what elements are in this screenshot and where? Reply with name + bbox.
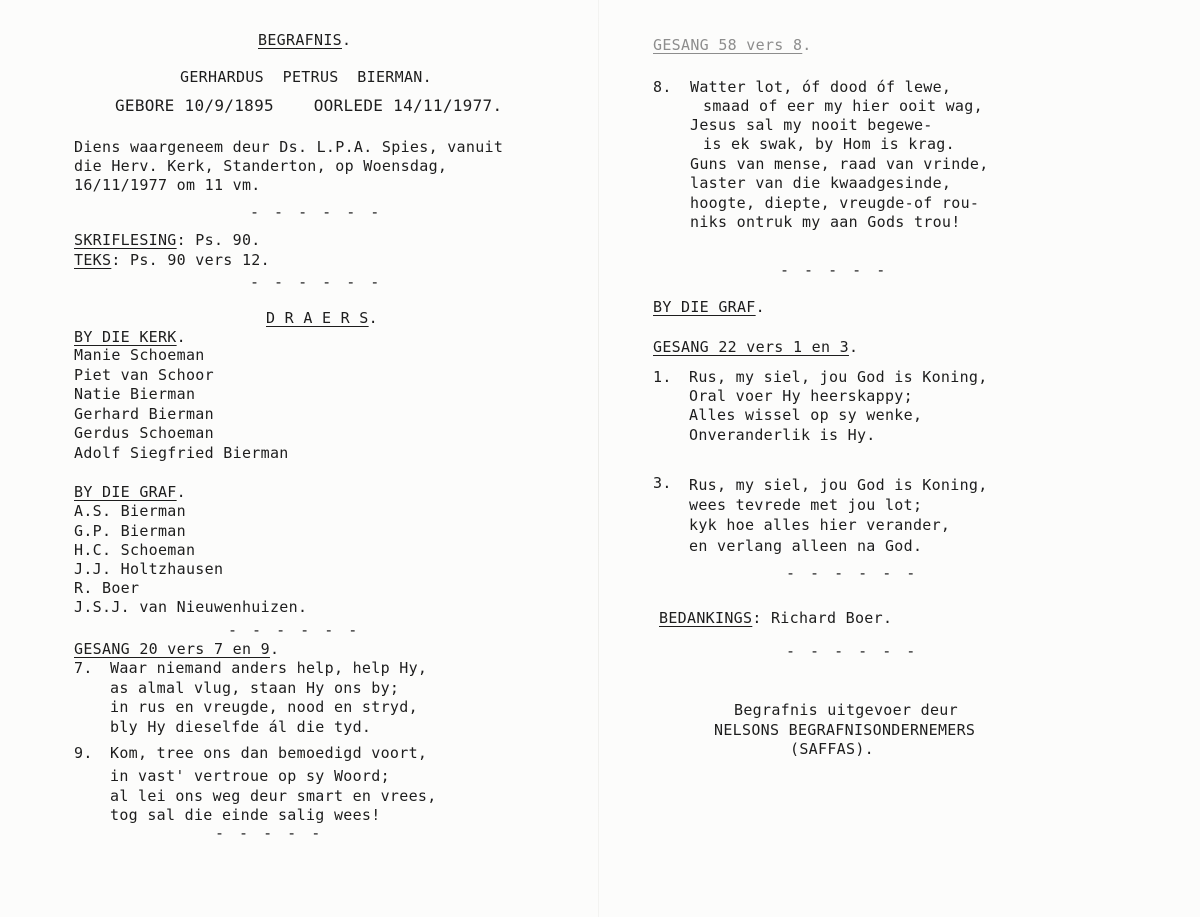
deceased-name: GERHARDUS PETRUS BIERMAN. <box>180 68 432 86</box>
verse-line: in vast' vertroue op sy Woord; <box>110 767 390 785</box>
skriflesing-label: SKRIFLESING <box>74 231 177 249</box>
closing-line: (SAFFAS). <box>790 740 874 758</box>
born-label: GEBORE <box>115 96 175 115</box>
bearer-name: R. Boer <box>74 579 140 597</box>
verse-line: en verlang alleen na God. <box>689 537 923 555</box>
teks <box>74 251 270 270</box>
bearer-name: Gerhard Bierman <box>74 405 214 423</box>
program-title: BEGRAFNIS. <box>258 31 352 49</box>
bedankings-value: : Richard Boer. <box>752 609 893 627</box>
bearer-name: Adolf Siegfried Bierman <box>74 444 289 462</box>
verse-line: Kom, tree ons dan bemoedigd voort, <box>110 744 428 762</box>
teks-value: : Ps. 90 vers 12. <box>111 251 270 269</box>
gesang58-heading: GESANG 58 vers 8. <box>653 36 812 54</box>
life-dates <box>115 96 502 115</box>
bearer-name: Natie Bierman <box>74 385 196 403</box>
died-date: 14/11/1977. <box>393 96 503 115</box>
closing-line: Begrafnis uitgevoer deur <box>734 701 958 719</box>
bedankings <box>659 609 892 628</box>
by-die-graf-heading: BY DIE GRAF. <box>653 298 765 316</box>
verse-line: Rus, my siel, jou God is Koning, <box>689 368 988 386</box>
separator: - - - - - <box>215 824 324 842</box>
bearer-name: Gerdus Schoeman <box>74 424 214 442</box>
verse-line: Waar niemand anders help, help Hy, <box>110 659 428 677</box>
page-fold <box>598 0 599 917</box>
verse-line: smaad of eer my hier ooit wag, <box>703 97 983 115</box>
verse-line: al lei ons weg deur smart en vrees, <box>110 787 437 805</box>
verse-number: 7. <box>74 659 93 677</box>
verse-line: tog sal die einde salig wees! <box>110 806 381 824</box>
gesang22-heading: GESANG 22 vers 1 en 3. <box>653 338 859 356</box>
separator: - - - - - - <box>250 203 383 221</box>
verse-line: kyk hoe alles hier verander, <box>689 516 951 534</box>
verse-line: as almal vlug, staan Hy ons by; <box>110 679 400 697</box>
bearer-name: H.C. Schoeman <box>74 541 196 559</box>
service-line: 16/11/1977 om 11 vm. <box>74 176 261 194</box>
verse-line: is ek swak, by Hom is krag. <box>703 135 955 153</box>
skriflesing <box>74 231 261 250</box>
verse-line: in rus en vreugde, nood en stryd, <box>110 698 418 716</box>
verse-line: laster van die kwaadgesinde, <box>690 174 952 192</box>
verse-line: Onveranderlik is Hy. <box>689 426 876 444</box>
verse-line: wees tevrede met jou lot; <box>689 496 923 514</box>
service-line: Diens waargeneem deur Ds. L.P.A. Spies, vanuit <box>74 138 504 156</box>
verse-line: niks ontruk my aan Gods trou! <box>690 213 961 231</box>
separator: - - - - - - <box>786 564 919 582</box>
separator: - - - - - - <box>228 621 361 639</box>
verse-number: 9. <box>74 744 93 762</box>
bearer-name: J.S.J. van Nieuwenhuizen. <box>74 598 308 616</box>
separator: - - - - - - <box>786 642 919 660</box>
verse-number: 1. <box>653 368 672 386</box>
verse-line: Rus, my siel, jou God is Koning, <box>689 476 988 494</box>
verse-number: 8. <box>653 78 672 96</box>
bearer-name: G.P. Bierman <box>74 522 186 540</box>
verse-line: Jesus sal my nooit begewe- <box>690 116 933 134</box>
verse-line: Alles wissel op sy wenke, <box>689 406 923 424</box>
gesang20-heading: GESANG 20 vers 7 en 9. <box>74 640 280 658</box>
bearer-name: Manie Schoeman <box>74 346 205 364</box>
verse-line: hoogte, diepte, vreugde-of rou- <box>690 194 980 212</box>
bedankings-label: BEDANKINGS <box>659 609 753 627</box>
separator: - - - - - <box>780 261 889 279</box>
died-label: OORLEDE <box>313 96 384 115</box>
bearer-name: J.J. Holtzhausen <box>74 560 224 578</box>
bearer-name: Piet van Schoor <box>74 366 214 384</box>
graf-heading: BY DIE GRAF. <box>74 483 186 501</box>
verse-line: bly Hy dieselfde ál die tyd. <box>110 718 372 736</box>
teks-label: TEKS <box>74 251 112 269</box>
closing-line: NELSONS BEGRAFNISONDERNEMERS <box>714 721 976 739</box>
kerk-heading: BY DIE KERK. <box>74 328 186 346</box>
skriflesing-value: : Ps. 90. <box>176 231 261 249</box>
born-date: 10/9/1895 <box>184 96 274 115</box>
separator: - - - - - - <box>250 273 383 291</box>
draers-heading: D R A E R S. <box>266 309 378 327</box>
verse-line: Watter lot, óf dood óf lewe, <box>690 78 952 96</box>
verse-line: Guns van mense, raad van vrinde, <box>690 155 989 173</box>
bearer-name: A.S. Bierman <box>74 502 186 520</box>
service-line: die Herv. Kerk, Standerton, op Woensdag, <box>74 157 448 175</box>
verse-number: 3. <box>653 474 672 492</box>
verse-line: Oral voer Hy heerskappy; <box>689 387 913 405</box>
